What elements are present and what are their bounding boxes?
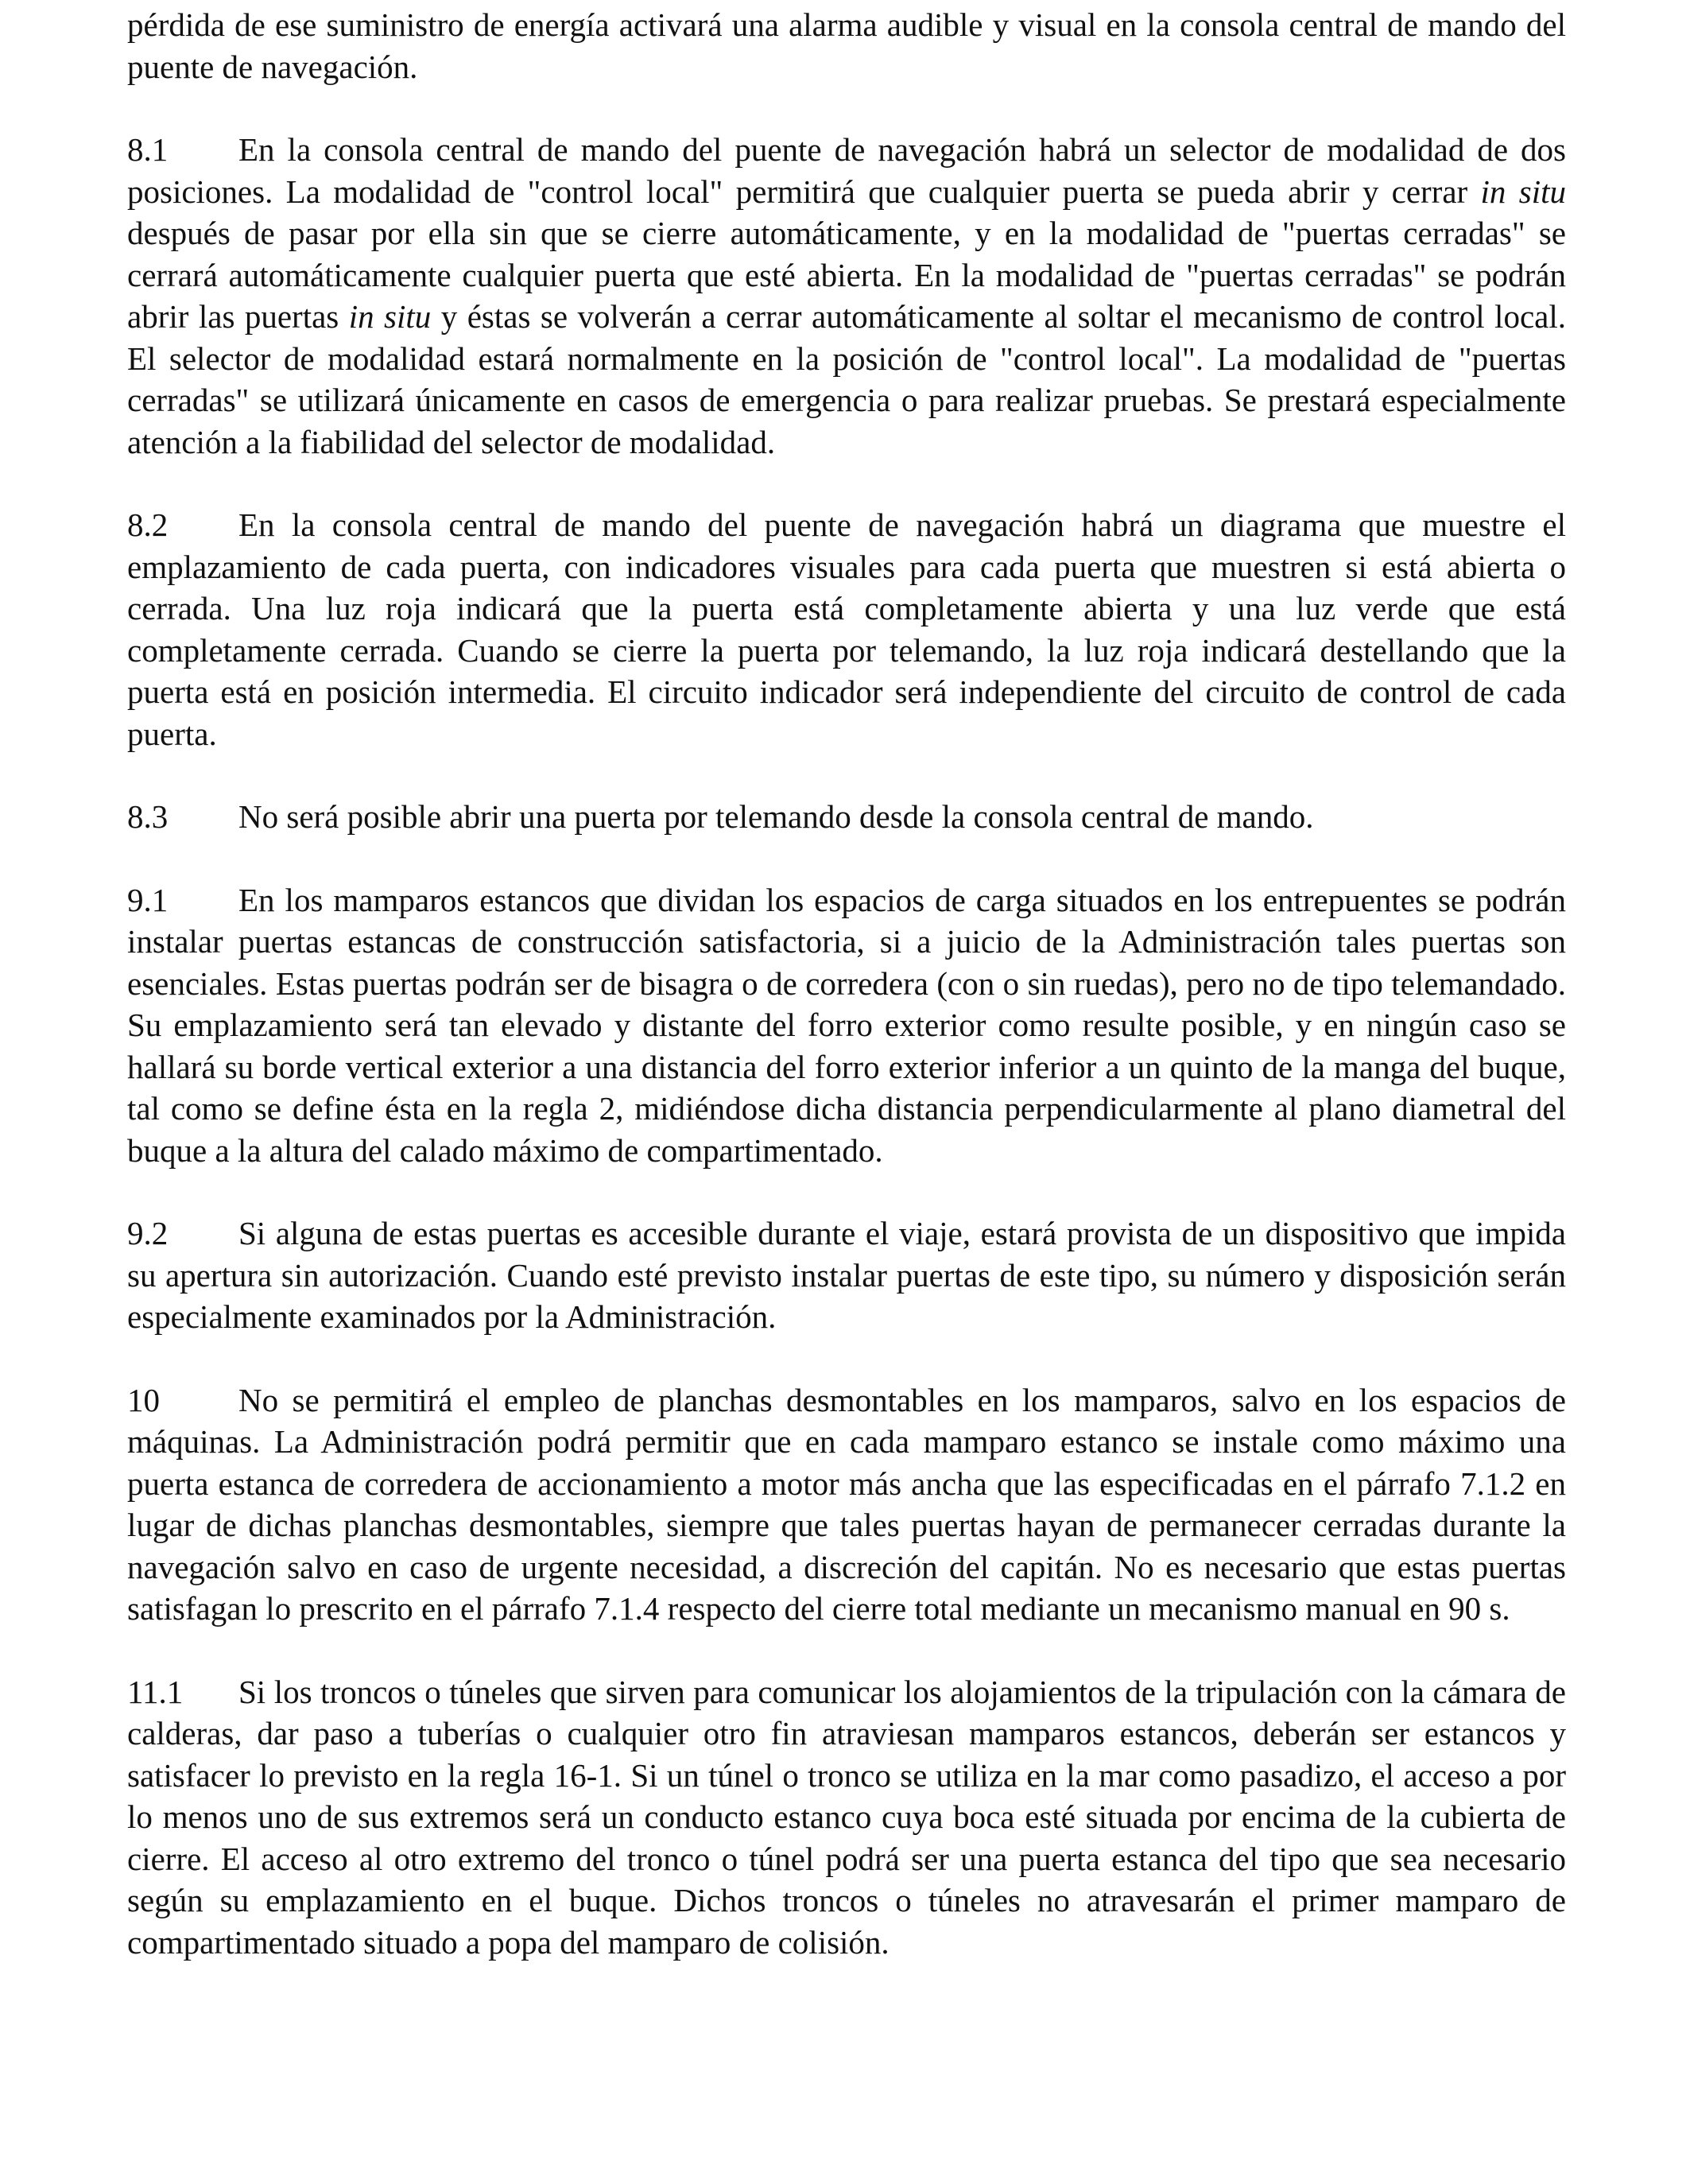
paragraph-text: pérdida de ese suministro de energía activará una alarma audible y visual en la consola central de mando del puente de navegación. [127, 6, 1566, 85]
paragraph-number: 9.2 [127, 1215, 169, 1251]
paragraph-text: En la consola central de mando del puente de navegación habrá un selector de modalidad de dos posiciones. La modalidad de "control local" permitirá que cualquier puerta se pueda abrir y cerrar [127, 131, 1566, 210]
paragraph-number: 10 [127, 1381, 160, 1418]
paragraph-9-2 [127, 1212, 1566, 1338]
paragraph-continuation [127, 4, 1566, 87]
paragraph-text: No será posible abrir una puerta por telemando desde la consola central de mando. [238, 798, 1314, 835]
paragraph-10 [127, 1379, 1566, 1630]
paragraph-9-1 [127, 879, 1566, 1172]
paragraph-number: 8.3 [127, 798, 169, 835]
paragraph-text: Si los troncos o túneles que sirven para comunicar los alojamientos de la tripulación con la cámara de calderas, dar paso a tuberías o cualquier otro fin atraviesan mamparos estancos, deberán ser estancos y satisfacer lo previsto en la regla 16-1. Si un túnel o tronco se utiliza en la mar como pasadizo, el acceso a por lo menos uno de sus extremos será un conducto estanco cuya boca esté situada por encima de la cubierta de cierre. El acceso al otro extremo del tronco o túnel podrá ser una puerta estanca del tipo que sea necesario según su emplazamiento en el buque. Dichos troncos o túneles no atravesarán el primer mamparo de compartimentado situado a popa del mamparo de colisión. [127, 1673, 1566, 1961]
paragraph-text: No se permitirá el empleo de planchas desmontables en los mamparos, salvo en los espacios de máquinas. La Administración podrá permitir que en cada mamparo estanco se instale como máximo una puerta estanca de corredera de accionamiento a motor más ancha que las especificadas en el párrafo 7.1.2 en lugar de dichas planchas desmontables, siempre que tales puertas hayan de permanecer cerradas durante la navegación salvo en caso de urgente necesidad, a discreción del capitán. No es necesario que estas puertas satisfagan lo prescrito en el párrafo 7.1.4 respecto del cierre total mediante un mecanismo manual en 90 s. [127, 1381, 1566, 1627]
paragraph-text: En la consola central de mando del puente de navegación habrá un diagrama que muestre el emplazamiento de cada puerta, con indicadores visuales para cada puerta que muestren si está abierta o cerrada. Una luz roja indicará que la puerta está completamente abierta y una luz verde que está completamente cerrada. Cuando se cierre la puerta por telemando, la luz roja indicará destellando que la puerta está en posición intermedia. El circuito indicador será independiente del circuito de control de cada puerta. [127, 506, 1566, 752]
paragraph-text: En los mamparos estancos que dividan los espacios de carga situados en los entrepuentes se podrán instalar puertas estancas de construcción satisfactoria, si a juicio de la Administración tales puertas son esenciales. Estas puertas podrán ser de bisagra o de corredera (con o sin ruedas), pero no de tipo telemandado. Su emplazamiento será tan elevado y distante del forro exterior como resulte posible, y en ningún caso se hallará su borde vertical exterior a una distancia del forro exterior inferior a un quinto de la manga del buque, tal como se define ésta en la regla 2, midiéndose dicha distancia perpendicularmente al plano diametral del buque a la altura del calado máximo de compartimentado. [127, 881, 1566, 1169]
paragraph-number: 9.1 [127, 881, 169, 918]
italic-text: in situ [1480, 173, 1566, 210]
document-page [127, 0, 1566, 2004]
paragraph-text: después de pasar por ella sin que se cierre automáticamente, y en la modalidad de "puertas cerradas" se cerrará automáticamente cualquier puerta que esté abierta. En la modalidad de "puertas cerradas" se podrán abrir las puertas [127, 215, 1566, 335]
paragraph-11-1 [127, 1671, 1566, 1964]
paragraph-number: 11.1 [127, 1673, 184, 1710]
paragraph-number: 8.2 [127, 506, 169, 543]
paragraph-8-2 [127, 504, 1566, 755]
italic-text: in situ [348, 298, 432, 335]
paragraph-number: 8.1 [127, 131, 169, 168]
paragraph-text: Si alguna de estas puertas es accesible durante el viaje, estará provista de un dispositivo que impida su apertura sin autorización. Cuando esté previsto instalar puertas de este tipo, su número y disposición serán especialmente examinados por la Administración. [127, 1215, 1566, 1335]
paragraph-8-1 [127, 129, 1566, 463]
paragraph-8-3 [127, 796, 1566, 838]
paragraph-text: y éstas se volverán a cerrar automáticamente al soltar el mecanismo de control local. El selector de modalidad estará normalmente en la posición de "control local". La modalidad de "puertas cerradas" se utilizará únicamente en casos de emergencia o para realizar pruebas. Se prestará especialmente atención a la fiabilidad del selector de modalidad. [127, 298, 1566, 460]
